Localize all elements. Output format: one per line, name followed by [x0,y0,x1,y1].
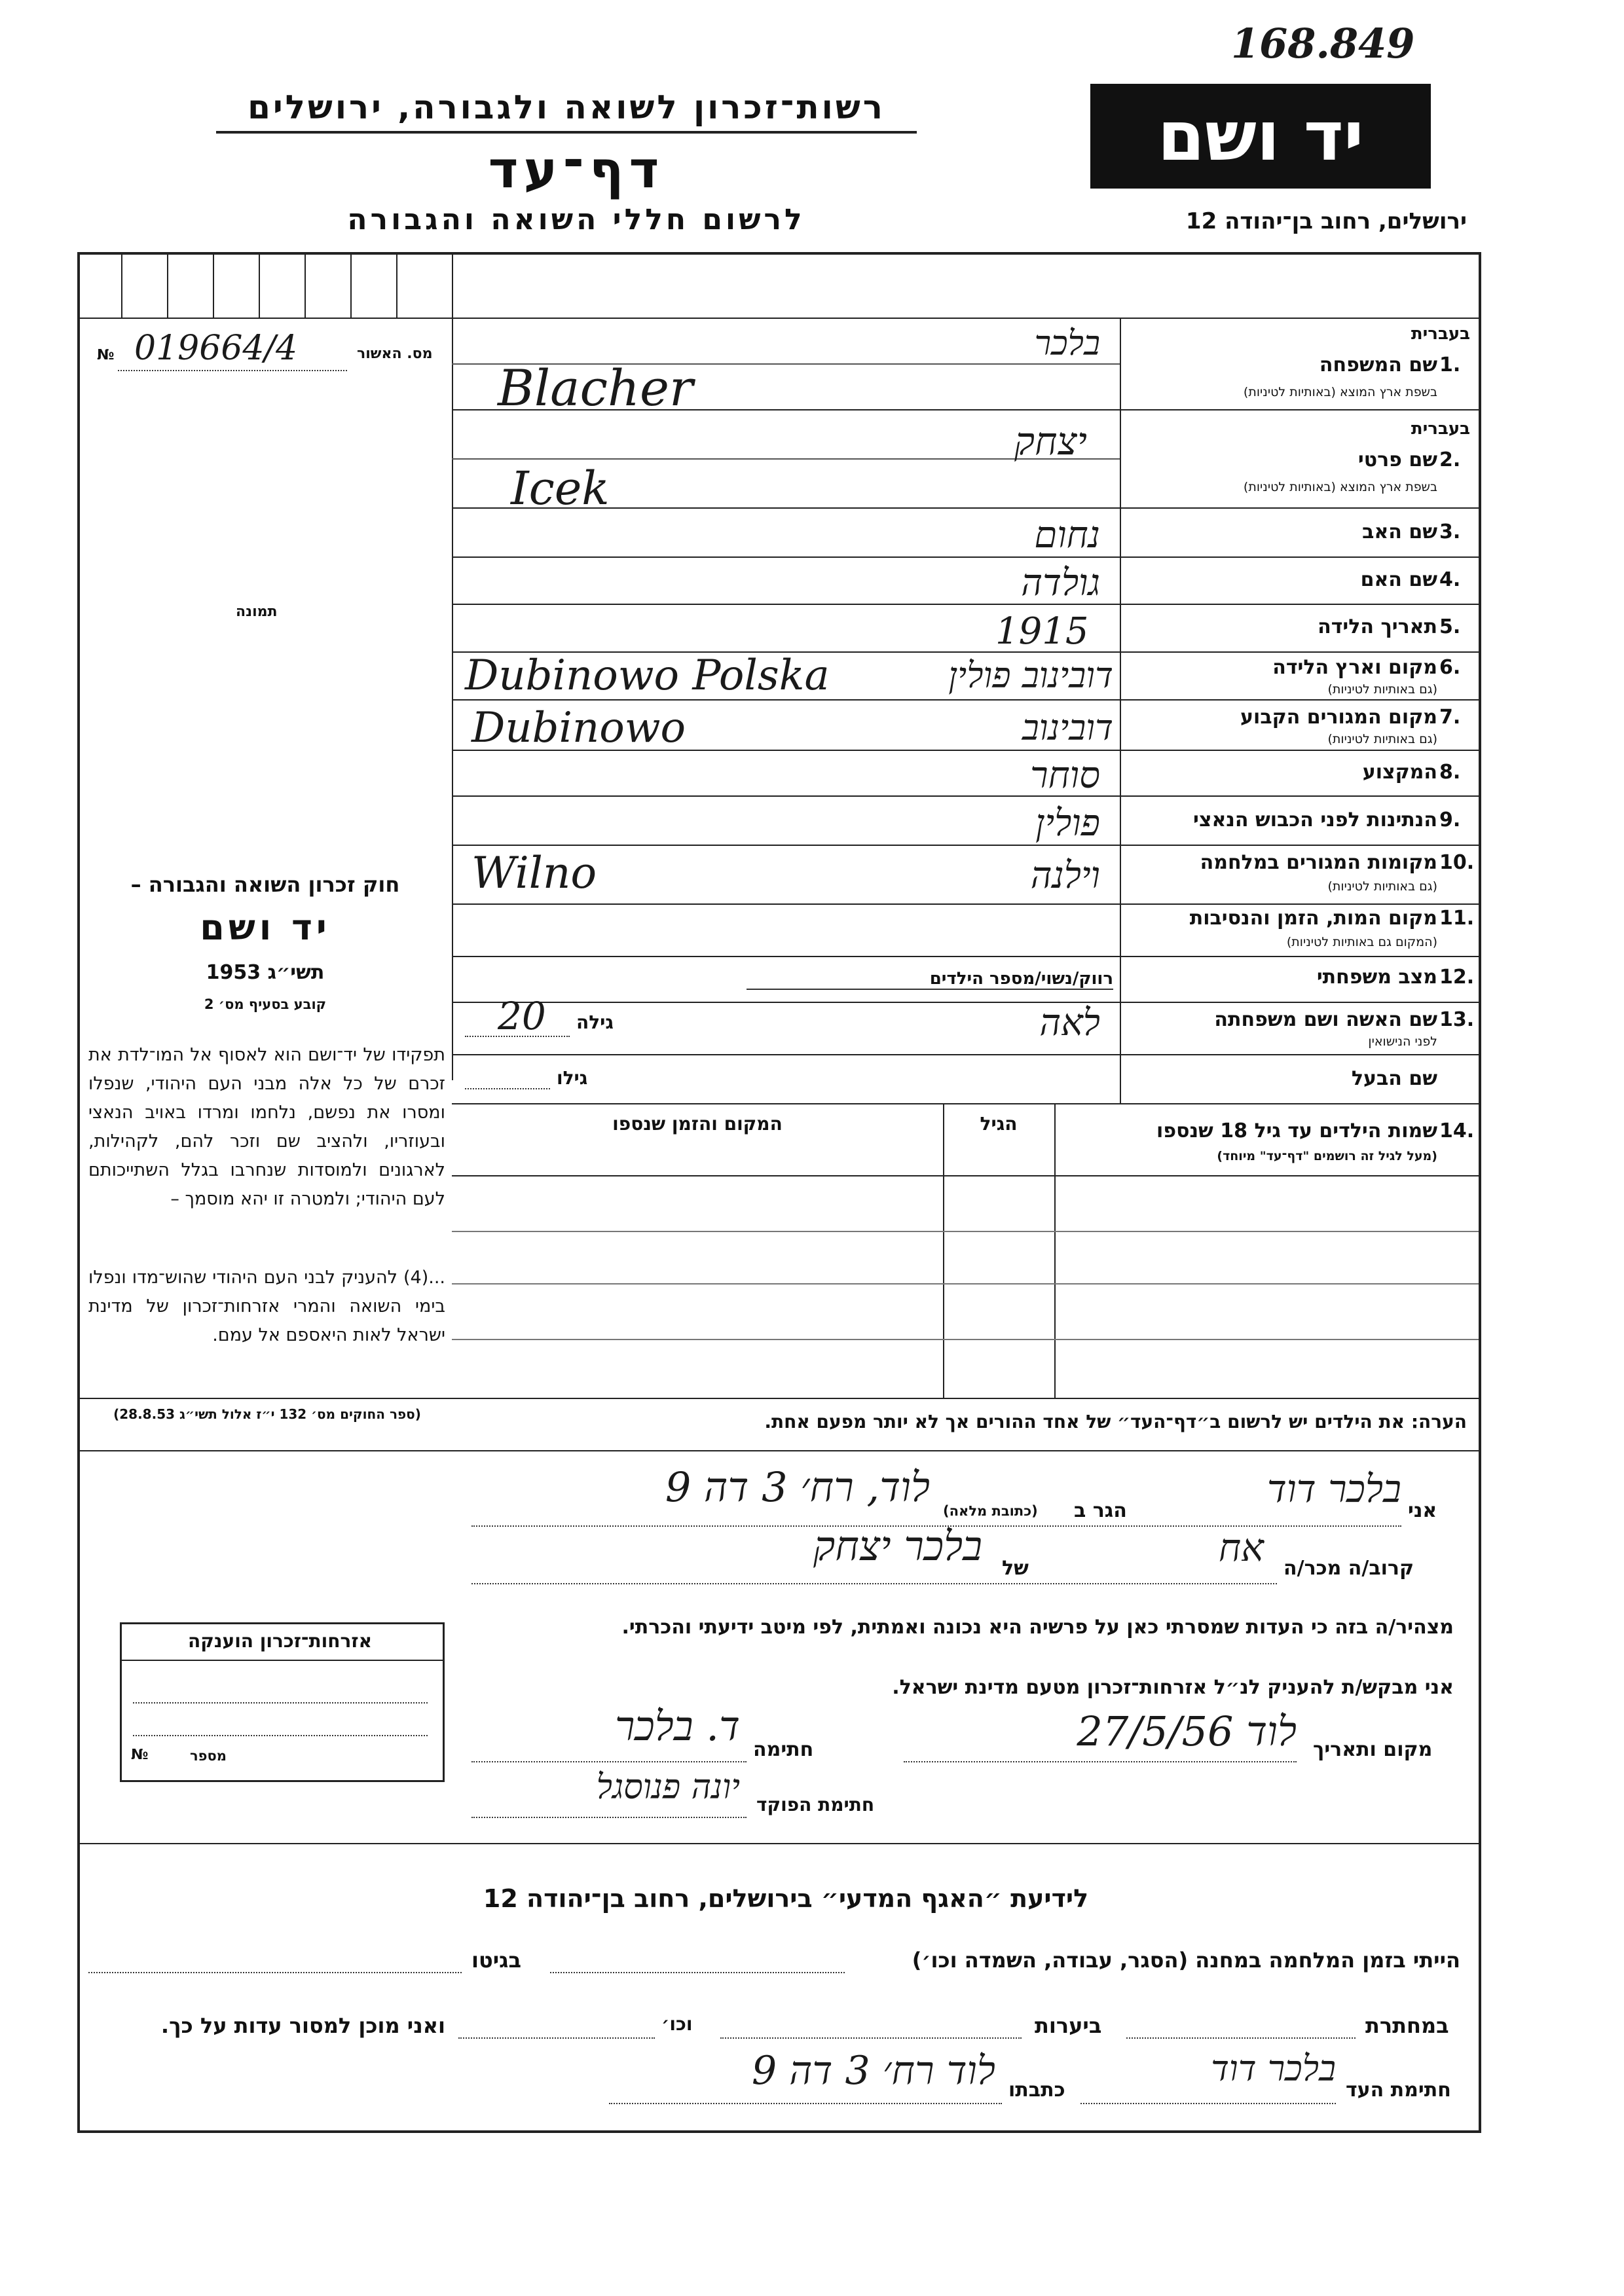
header-address: ירושלים, רחוב בן־יהודה 12 [1185,208,1467,234]
decl-relation-value: אח [1218,1525,1264,1570]
photo-box-bottom [452,818,453,820]
note-label: הערה: [1411,1411,1467,1432]
field-10-sub: (גם באותיות לטיניות) [1327,879,1437,894]
bottom-line2-d: ואני מוכן למסור עדות על כך. [160,2013,445,2038]
bottom-witness-sig-value: בלכר דוד [1211,2048,1336,2089]
field-9-value: פולין [1035,802,1100,845]
field-6-value-he: דובינוב פולין [948,655,1113,696]
field-11-num: 11. [1439,907,1475,930]
field-4-num: 4. [1439,568,1461,591]
field-7-sub: (גם באותיות לטיניות) [1327,732,1437,746]
field-3-num: 3. [1439,520,1461,543]
label-col-divider [1120,318,1121,1103]
approval-label: מס. האשור [357,346,433,362]
note-text: את הילדים יש לרשום ב״דף־העד״ של אחד ההורים אך לא יותר מפעם אחת. [764,1411,1405,1432]
field-2-value-he: יצחק [1014,419,1087,464]
field-1-num: 1. [1439,354,1461,376]
field-9-num: 9. [1439,809,1461,831]
wife-name-value: לאה [1039,1002,1100,1044]
field-7-value-he: דובינוב [1022,707,1113,748]
husband-age-label: גילו [557,1067,588,1089]
law-text-2: ...(4) להעניק לבני העם היהודי שהוש־מדו ונפלו בימי השואה והמרי אזרחות־זכרון של מדינת ישראל לאות היאספם אל עמם. [88,1267,445,1345]
field-1-sub: בשפת ארץ המוצא (באותיות לטיניות) [1243,385,1437,399]
note [458,1411,1467,1432]
bottom-line2-c: וכו׳ [661,2013,693,2035]
field-1-value-latin: Blacher [498,359,693,417]
field-10-value-he: וילנה [1030,854,1100,897]
field-13-label: שם האשה ושם משפחתה [1214,1008,1437,1031]
approval-number: 019664/4 [134,329,298,368]
bottom-witness-sig-label: חתימת העד [1346,2079,1451,2102]
photo-label: תמונה [236,604,278,620]
field-13-sub: לפני הנישואין [1368,1034,1437,1049]
field-11-label: מקום המות, הזמן והנסיבות [1189,907,1437,930]
field-5-value: 1915 [995,610,1089,653]
husband-label: שם הבעל [1351,1067,1437,1090]
decl-signature-value: ד. בלכר [614,1702,740,1750]
citizenship-number-symbol: № [131,1747,149,1763]
decl-request-text: אני מבקש/ת להעניק לנ״ל אזרחות־זכרון מטעם מדינת ישראל. [892,1676,1454,1699]
field-1-tag: בעברית [1411,324,1470,344]
wife-age-label: גילה [576,1011,614,1033]
field-2-label: שם פרטי [1357,448,1437,471]
top-strip-line [77,318,1479,319]
bottom-address-value: לוד רח׳ 3 דה 9 [751,2048,995,2094]
field-4-label: שם האם [1360,568,1437,591]
bottom-line2-a: במחתרת [1365,2013,1449,2038]
bottom-address-label: כתבתו [1008,2079,1065,2102]
field-8-value: סוחר [1030,754,1100,797]
field-3-value: נחום [1034,514,1100,556]
law-text-1: תפקידו של יד־ושם הוא לאסוף אל המו־לדת את זכרם של כל אלה מבני העם היהודי, שנפלו ומסרו את נפשם, נלחמו ומרדו באויב הנאצי ובעוזריו, ולהציב שם וזכר להם, לקהילות, לארגונים ולמוסדות שנחרבו בגלל השתייכותם לעם היהודי; ולמטרה זו יהא מוסמך – [88,1045,445,1209]
field-2-sub: בשפת ארץ המוצא (באותיות לטיניות) [1243,480,1437,494]
decl-relative-label: קרוב/ה מכר/ה [1283,1557,1414,1580]
field-2-num: 2. [1439,448,1461,471]
field-10-num: 10. [1439,851,1475,874]
field-1-value-he: בלכר [1034,324,1100,363]
field-8-label: המקצוע [1362,761,1437,784]
children-col-age: הגיל [980,1113,1018,1135]
decl-address-value: לוד, רח׳ 3 דה 9 [665,1463,930,1511]
decl-witness-name: בלכר דוד [1266,1467,1401,1511]
law-name: יד ושם [200,907,331,948]
citizenship-number-label: מספר [190,1748,227,1764]
citizenship-title: אזרחות־זכרון הוענקה [188,1630,372,1652]
archive-number: 168.849 [1231,20,1415,67]
decl-signature-label: חתימה [753,1738,814,1761]
approval-symbol: № [97,347,115,363]
law-source: (ספר החוקים מס׳ 132 י״ז אלול תשי״ג 28.8.53) [113,1406,421,1422]
field-6-value-latin: Dubinowo Polska [465,651,830,700]
field-12-label: מצב משפחתי [1316,966,1437,989]
law-title: חוק זכרון השואה והגבורה – [130,872,400,897]
decl-declare-text: מצהיר/ה בזה כי העדות שמסרתי כאן על פרשיה היא נכונה ואמתית, לפי מיטב ידיעתי והכרתי. [621,1616,1454,1639]
decl-of-label: של [1002,1557,1029,1580]
law-clause: קובע בסעיף מס׳ 2 [204,996,327,1012]
decl-resides-label: הגר ב [1074,1499,1127,1522]
field-8-num: 8. [1439,761,1461,784]
field-5-label: תאריך הלידה [1318,615,1437,638]
yad-vashem-logo: יד ושם [1090,84,1431,189]
bottom-line1-b: בגיטו [471,1948,521,1973]
children-label: שמות הילדים עד גיל 18 שנספו [1156,1120,1437,1142]
children-num: 14. [1439,1120,1475,1142]
field-12-options: רווק/נשוי/מספר הילדים [929,969,1113,989]
field-9-label: הנתינות לפני הכבוש הנאצי [1193,809,1437,831]
decl-place-date-value: לוד 27/5/56 [1077,1707,1297,1755]
bottom-line1-a: הייתי בזמן המלחמה במחנה (הסגר, עבודה, השמדה וכו׳) [912,1948,1460,1973]
authority-title: רשות־זכרון לשואה ולגבורה, ירושלים [248,88,885,126]
bottom-notice: לידיעת ״האגף המדעי״ בירושלים, רחוב בן־יהודה 12 [483,1884,1089,1913]
decl-place-date-label: מקום ותאריך [1313,1738,1433,1761]
field-2-tag: בעברית [1411,419,1470,439]
decl-issuer-label: חתימת הפוקד [756,1794,875,1815]
field-6-label: מקום וארץ הלידה [1272,656,1437,679]
field-7-label: מקום המגורים הקבוע [1240,706,1437,729]
field-12-num: 12. [1439,966,1475,989]
field-11-sub: (המקום גם באותיות לטיניות) [1286,935,1437,949]
field-7-num: 7. [1439,706,1461,729]
children-sub: (מעל לגיל זה רושמים "דף־עד" מיוחד) [1217,1149,1437,1163]
decl-full-address-label: (כתובת מלאה) [943,1503,1038,1519]
form-subtitle: לרשום חללי השואה והגבורה [347,203,805,236]
authority-underline [216,131,917,134]
field-2-value-latin: Icek [511,462,610,515]
field-6-sub: (גם באותיות לטיניות) [1327,682,1437,697]
field-5-num: 5. [1439,615,1461,638]
field-10-value-latin: Wilno [471,848,597,898]
children-col-place: המקום והזמן שנספו [612,1113,783,1135]
bottom-line2-b: ביערות [1035,2013,1102,2038]
field-7-value-latin: Dubinowo [471,704,686,752]
law-year: תשי״ג 1953 [206,961,325,984]
field-13-num: 13. [1439,1008,1475,1031]
field-3-label: שם האב [1362,520,1437,543]
field-6-num: 6. [1439,656,1461,679]
decl-of-value: בלכר יצחק [813,1522,982,1570]
decl-i-label: אני [1408,1499,1437,1522]
decl-issuer-value: יונה פנוסגל [596,1768,740,1807]
field-1-label: שם המשפחה [1319,354,1437,376]
form-title: דף־עד [488,141,665,200]
field-4-value: גולדה [1021,562,1100,604]
wife-age-value: 20 [498,994,546,1038]
field-10-label: מקומות המגורים במלחמה [1200,851,1437,874]
